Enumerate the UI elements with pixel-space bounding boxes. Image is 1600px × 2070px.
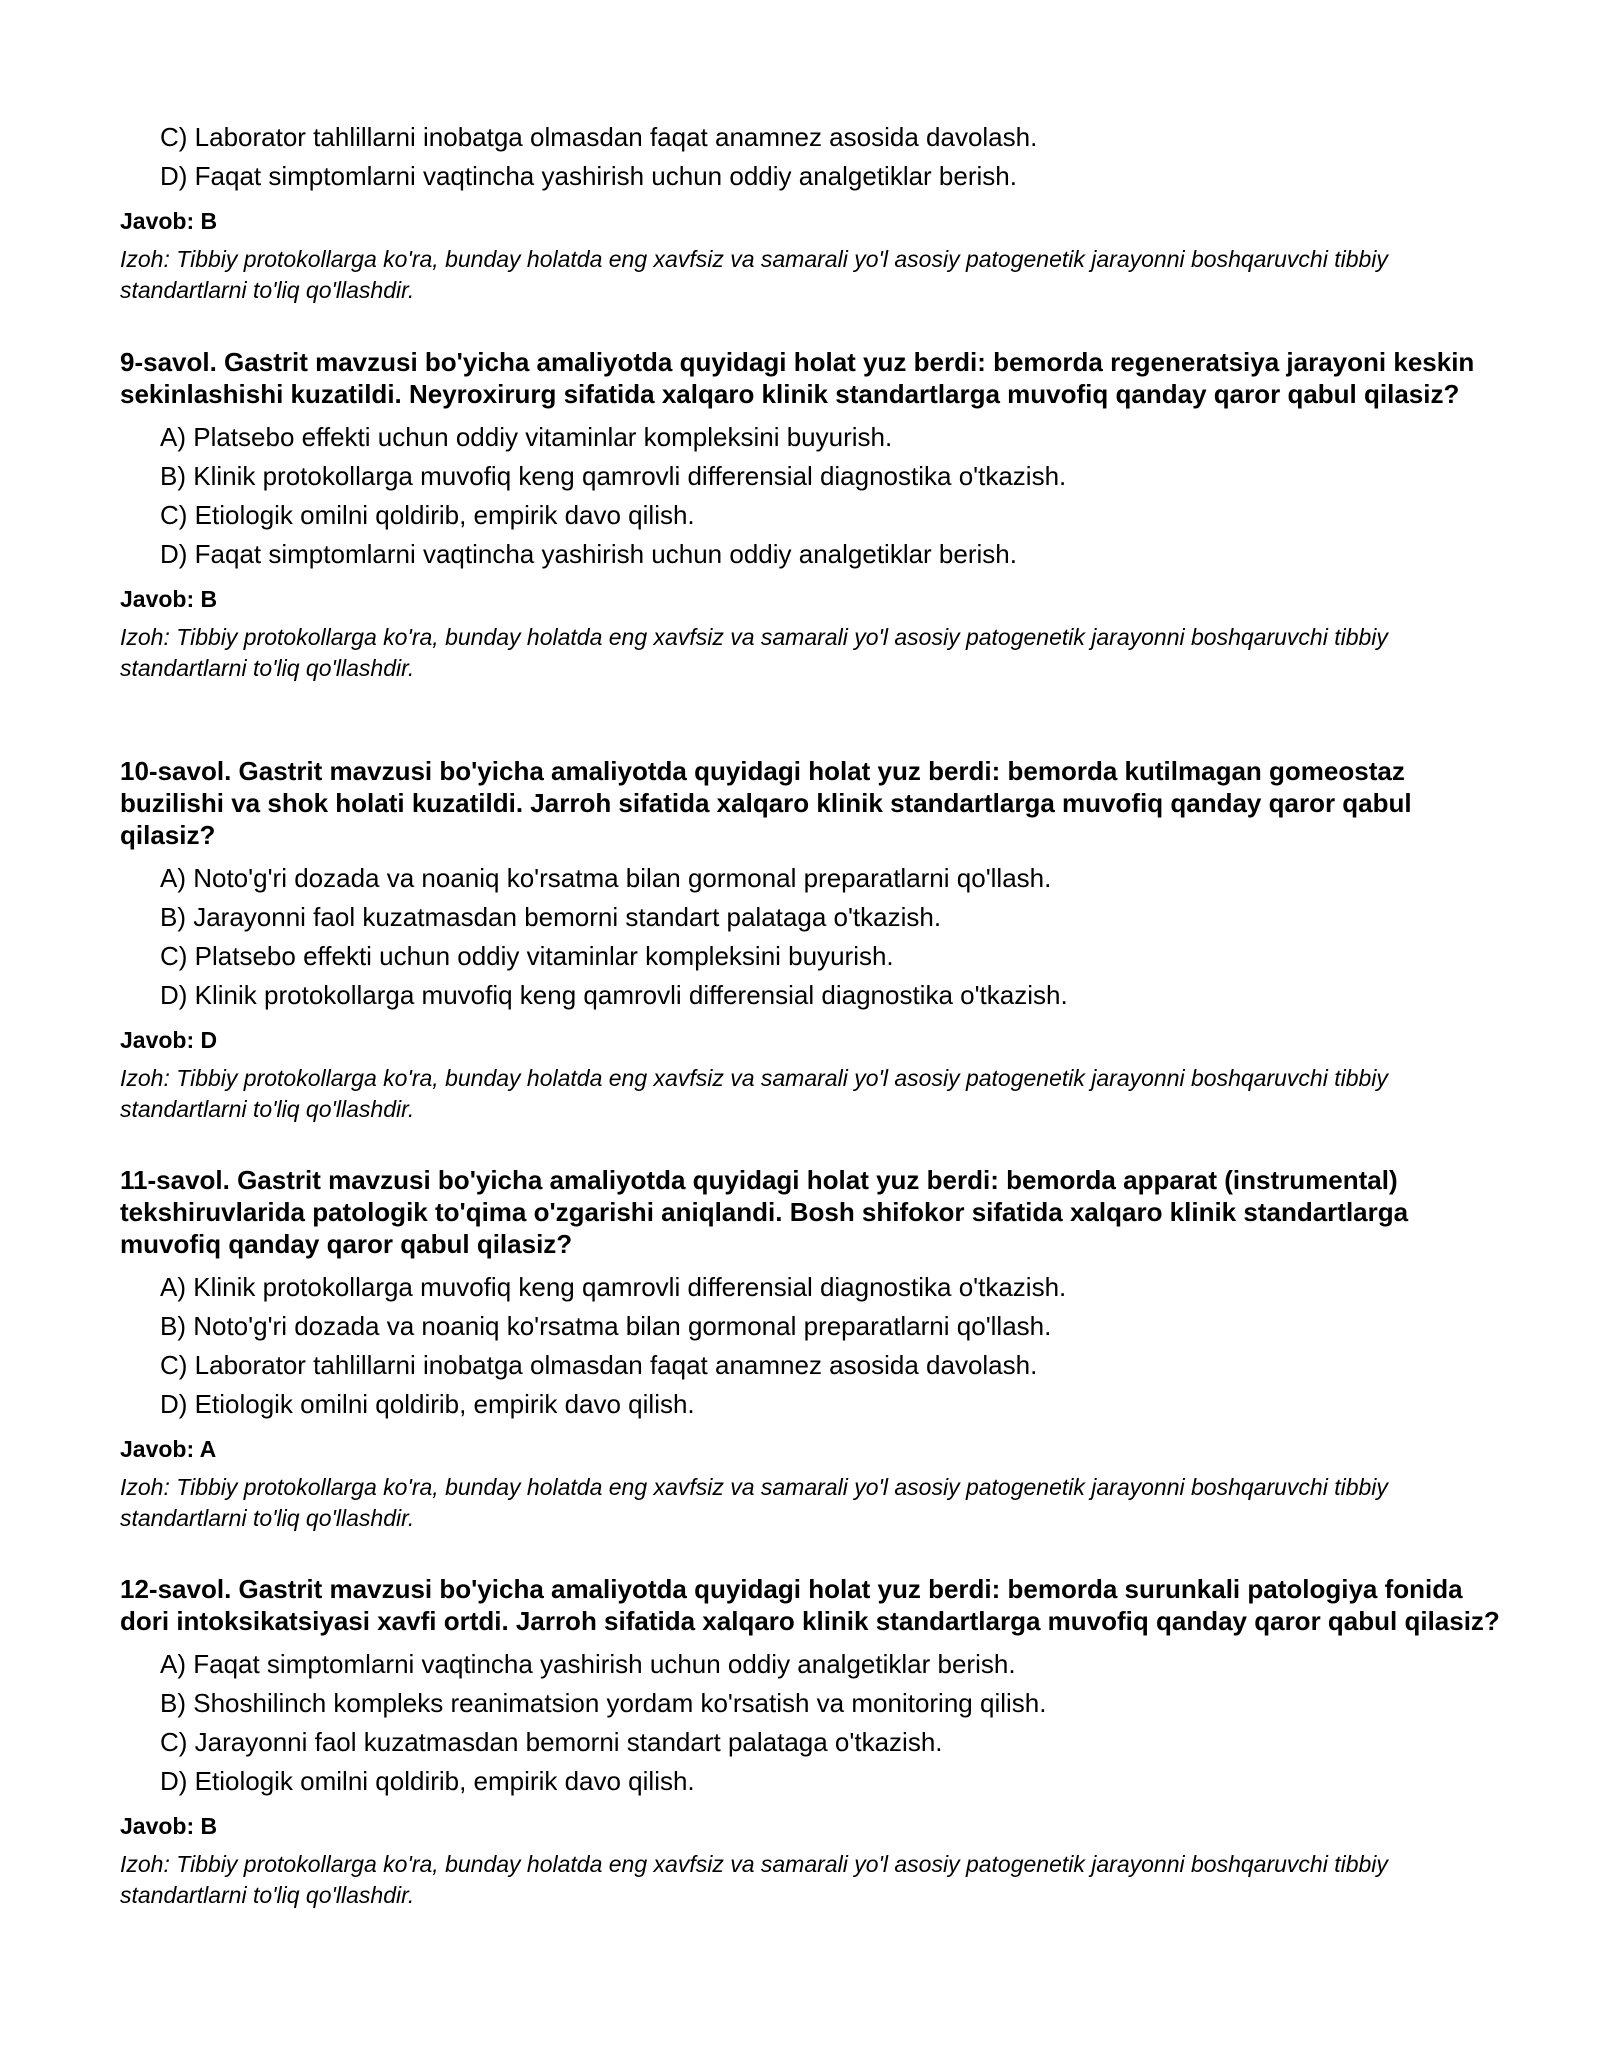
option-c: C) Jarayonni faol kuzatmasdan bemorni standart palataga o'tkazish. xyxy=(160,1727,943,1757)
answer-label: Javob: B xyxy=(120,1813,218,1839)
option-d: D) Faqat simptomlarni vaqtincha yashirish uchun oddiy analgetiklar berish. xyxy=(160,161,1017,191)
option-c: C) Etiologik omilni qoldirib, empirik davo qilish. xyxy=(160,500,695,530)
question-title: 9-savol. Gastrit mavzusi bo'yicha amaliyotda quyidagi holat yuz berdi: bemorda regeneratsiya jarayoni keskin sekinlashishi kuzatildi. Neyroxirurg sifatida xalqaro klinik standartlarga muvofiq qanday qaror qabul qilasiz? xyxy=(120,347,1475,409)
answer-label: Javob: B xyxy=(120,586,218,612)
question-10 xyxy=(120,755,1500,1125)
question-12 xyxy=(120,1573,1500,1911)
question-8-continuation xyxy=(120,118,1500,306)
answer-label: Javob: B xyxy=(120,208,218,234)
option-a: A) Platsebo effekti uchun oddiy vitaminlar kompleksini buyurish. xyxy=(160,422,893,452)
option-b: B) Jarayonni faol kuzatmasdan bemorni standart palataga o'tkazish. xyxy=(160,902,942,932)
explanation-note: Izoh: Tibbiy protokollarga ko'ra, bunday holatda eng xavfsiz va samarali yo'l asosiy patogenetik jarayonni boshqaruvchi tibbiy standartlarni to'liq qo'llashdir. xyxy=(120,1474,1388,1531)
explanation-note: Izoh: Tibbiy protokollarga ko'ra, bunday holatda eng xavfsiz va samarali yo'l asosiy patogenetik jarayonni boshqaruvchi tibbiy standartlarni to'liq qo'llashdir. xyxy=(120,1065,1388,1122)
option-a: A) Faqat simptomlarni vaqtincha yashirish uchun oddiy analgetiklar berish. xyxy=(160,1649,1016,1679)
question-11 xyxy=(120,1164,1500,1534)
answer-label: Javob: D xyxy=(120,1027,218,1053)
explanation-note: Izoh: Tibbiy protokollarga ko'ra, bunday holatda eng xavfsiz va samarali yo'l asosiy patogenetik jarayonni boshqaruvchi tibbiy standartlarni to'liq qo'llashdir. xyxy=(120,624,1388,681)
option-c: C) Laborator tahlillarni inobatga olmasdan faqat anamnez asosida davolash. xyxy=(160,1350,1038,1380)
option-c: C) Platsebo effekti uchun oddiy vitaminlar kompleksini buyurish. xyxy=(160,941,894,971)
option-d: D) Etiologik omilni qoldirib, empirik davo qilish. xyxy=(160,1766,695,1796)
question-title: 11-savol. Gastrit mavzusi bo'yicha amaliyotda quyidagi holat yuz berdi: bemorda apparat (instrumental) tekshiruvlarida patologik to'qima o'zgarishi aniqlandi. Bosh shifokor sifatida xalqaro klinik standartlarga muvofiq qanday qaror qabul qilasiz? xyxy=(120,1165,1409,1259)
question-title: 10-savol. Gastrit mavzusi bo'yicha amaliyotda quyidagi holat yuz berdi: bemorda kutilmagan gomeostaz buzilishi va shok holati kuzatildi. Jarroh sifatida xalqaro klinik standartlarga muvofiq qanday qaror qabul qilasiz? xyxy=(120,756,1412,850)
option-a: A) Noto'g'ri dozada va noaniq ko'rsatma bilan gormonal preparatlarni qo'llash. xyxy=(160,863,1052,893)
option-d: D) Etiologik omilni qoldirib, empirik davo qilish. xyxy=(160,1389,695,1419)
option-c: C) Laborator tahlillarni inobatga olmasdan faqat anamnez asosida davolash. xyxy=(160,122,1038,152)
option-b: B) Shoshilinch kompleks reanimatsion yordam ko'rsatish va monitoring qilish. xyxy=(160,1688,1047,1718)
question-9 xyxy=(120,346,1500,684)
explanation-note: Izoh: Tibbiy protokollarga ko'ra, bunday holatda eng xavfsiz va samarali yo'l asosiy patogenetik jarayonni boshqaruvchi tibbiy standartlarni to'liq qo'llashdir. xyxy=(120,1851,1388,1908)
explanation-note: Izoh: Tibbiy protokollarga ko'ra, bunday holatda eng xavfsiz va samarali yo'l asosiy patogenetik jarayonni boshqaruvchi tibbiy standartlarni to'liq qo'llashdir. xyxy=(120,246,1388,303)
question-title: 12-savol. Gastrit mavzusi bo'yicha amaliyotda quyidagi holat yuz berdi: bemorda surunkali patologiya fonida dori intoksikatsiyasi xavfi ortdi. Jarroh sifatida xalqaro klinik standartlarga muvofiq qanday qaror qabul qilasiz? xyxy=(120,1574,1500,1636)
option-b: B) Noto'g'ri dozada va noaniq ko'rsatma bilan gormonal preparatlarni qo'llash. xyxy=(160,1311,1052,1341)
option-d: D) Klinik protokollarga muvofiq keng qamrovli differensial diagnostika o'tkazish. xyxy=(160,980,1068,1010)
option-d: D) Faqat simptomlarni vaqtincha yashirish uchun oddiy analgetiklar berish. xyxy=(160,539,1017,569)
answer-label: Javob: A xyxy=(120,1436,217,1462)
option-b: B) Klinik protokollarga muvofiq keng qamrovli differensial diagnostika o'tkazish. xyxy=(160,461,1067,491)
option-a: A) Klinik protokollarga muvofiq keng qamrovli differensial diagnostika o'tkazish. xyxy=(160,1272,1067,1302)
